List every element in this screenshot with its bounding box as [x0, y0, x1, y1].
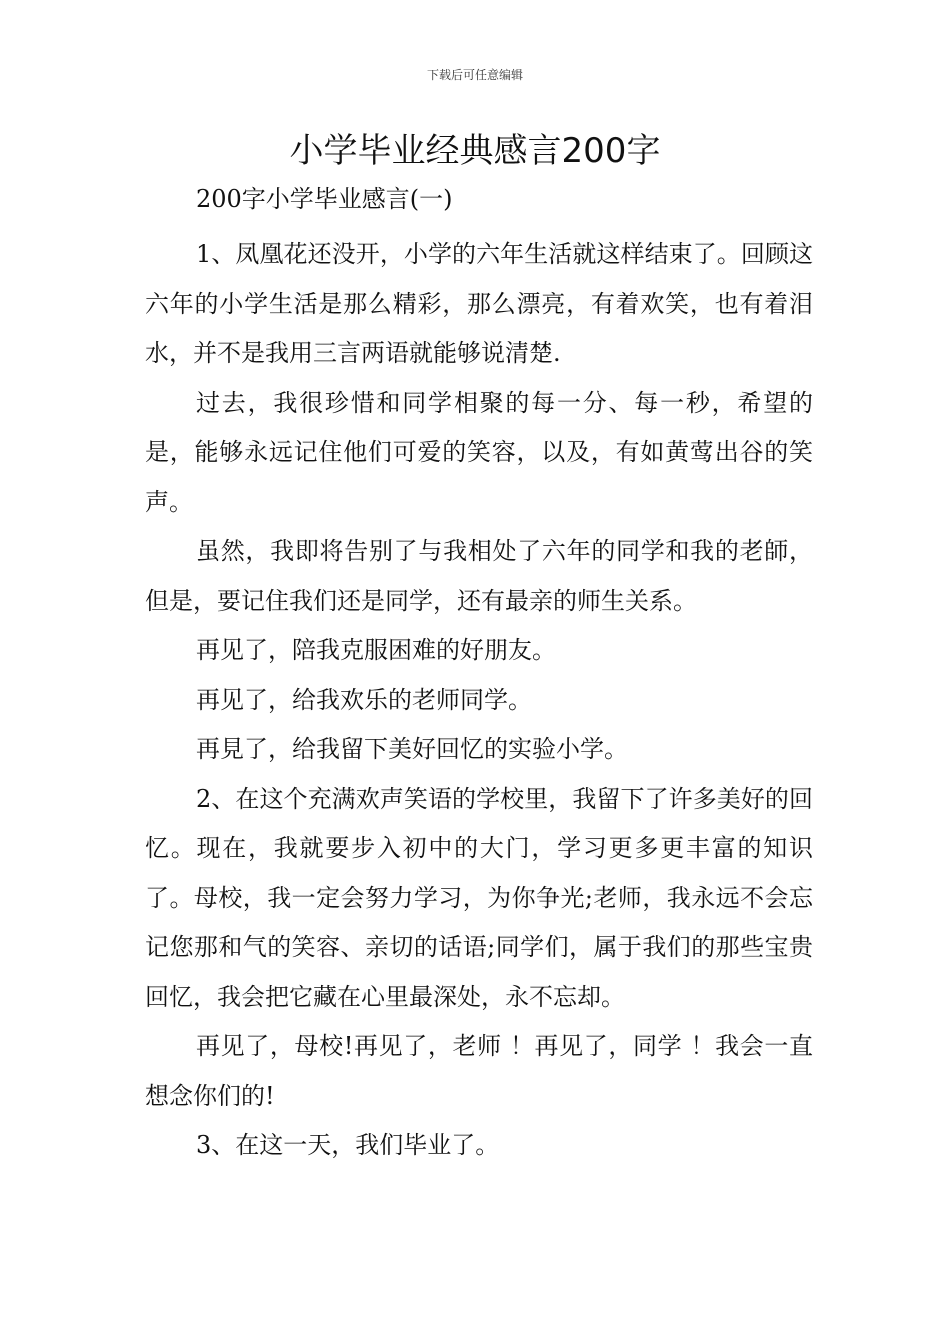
paragraph-7: 2、在这个充满欢声笑语的学校里，我留下了许多美好的回忆。现在，我就要步入初中的大门，学习更多更丰富的知识了。母校，我一定会努力学习，为你争光;老师，我永远不会忘记您那和气的笑容、亲切的话语;同学们，属于我们的那些宝贵回忆，我会把它藏在心里最深处，永不忘却。: [145, 784, 813, 1011]
document-title: 小学毕业经典感言200字: [289, 131, 661, 171]
paragraph-6: 再見了，给我留下美好回忆的实验小学。: [196, 735, 628, 763]
page-header-note: 下载后可任意编辑: [426, 68, 523, 82]
paragraph-3: 虽然，我即将告别了与我相处了六年的同学和我的老師，但是，要记住我们还是同学，还有最亲的师生关系。: [145, 537, 813, 615]
paragraph-5: 再见了，给我欢乐的老师同学。: [196, 685, 532, 714]
paragraph-1: 1、凤凰花还没开，小学的六年生活就这样结束了。回顾这六年的小学生活是那么精彩，那么漂亮，有着欢笑，也有着泪水，并不是我用三言两语就能够说清楚.: [145, 240, 813, 367]
paragraph-4: 再见了，陪我克服困难的好朋友。: [196, 636, 556, 664]
document-body: [145, 230, 813, 1171]
paragraph-9: 3、在这一天，我们毕业了。: [196, 1131, 500, 1159]
document-subtitle: 200字小学毕业感言(一): [196, 185, 453, 213]
paragraph-2: 过去，我很珍惜和同学相聚的每一分、每一秒，希望的是，能够永远记住他们可爱的笑容，以及，有如黄莺出谷的笑声。: [145, 388, 813, 516]
paragraph-8: 再见了，母校!再见了，老师 ！再见了，同学 ！我会一直想念你们的!: [145, 1032, 813, 1110]
